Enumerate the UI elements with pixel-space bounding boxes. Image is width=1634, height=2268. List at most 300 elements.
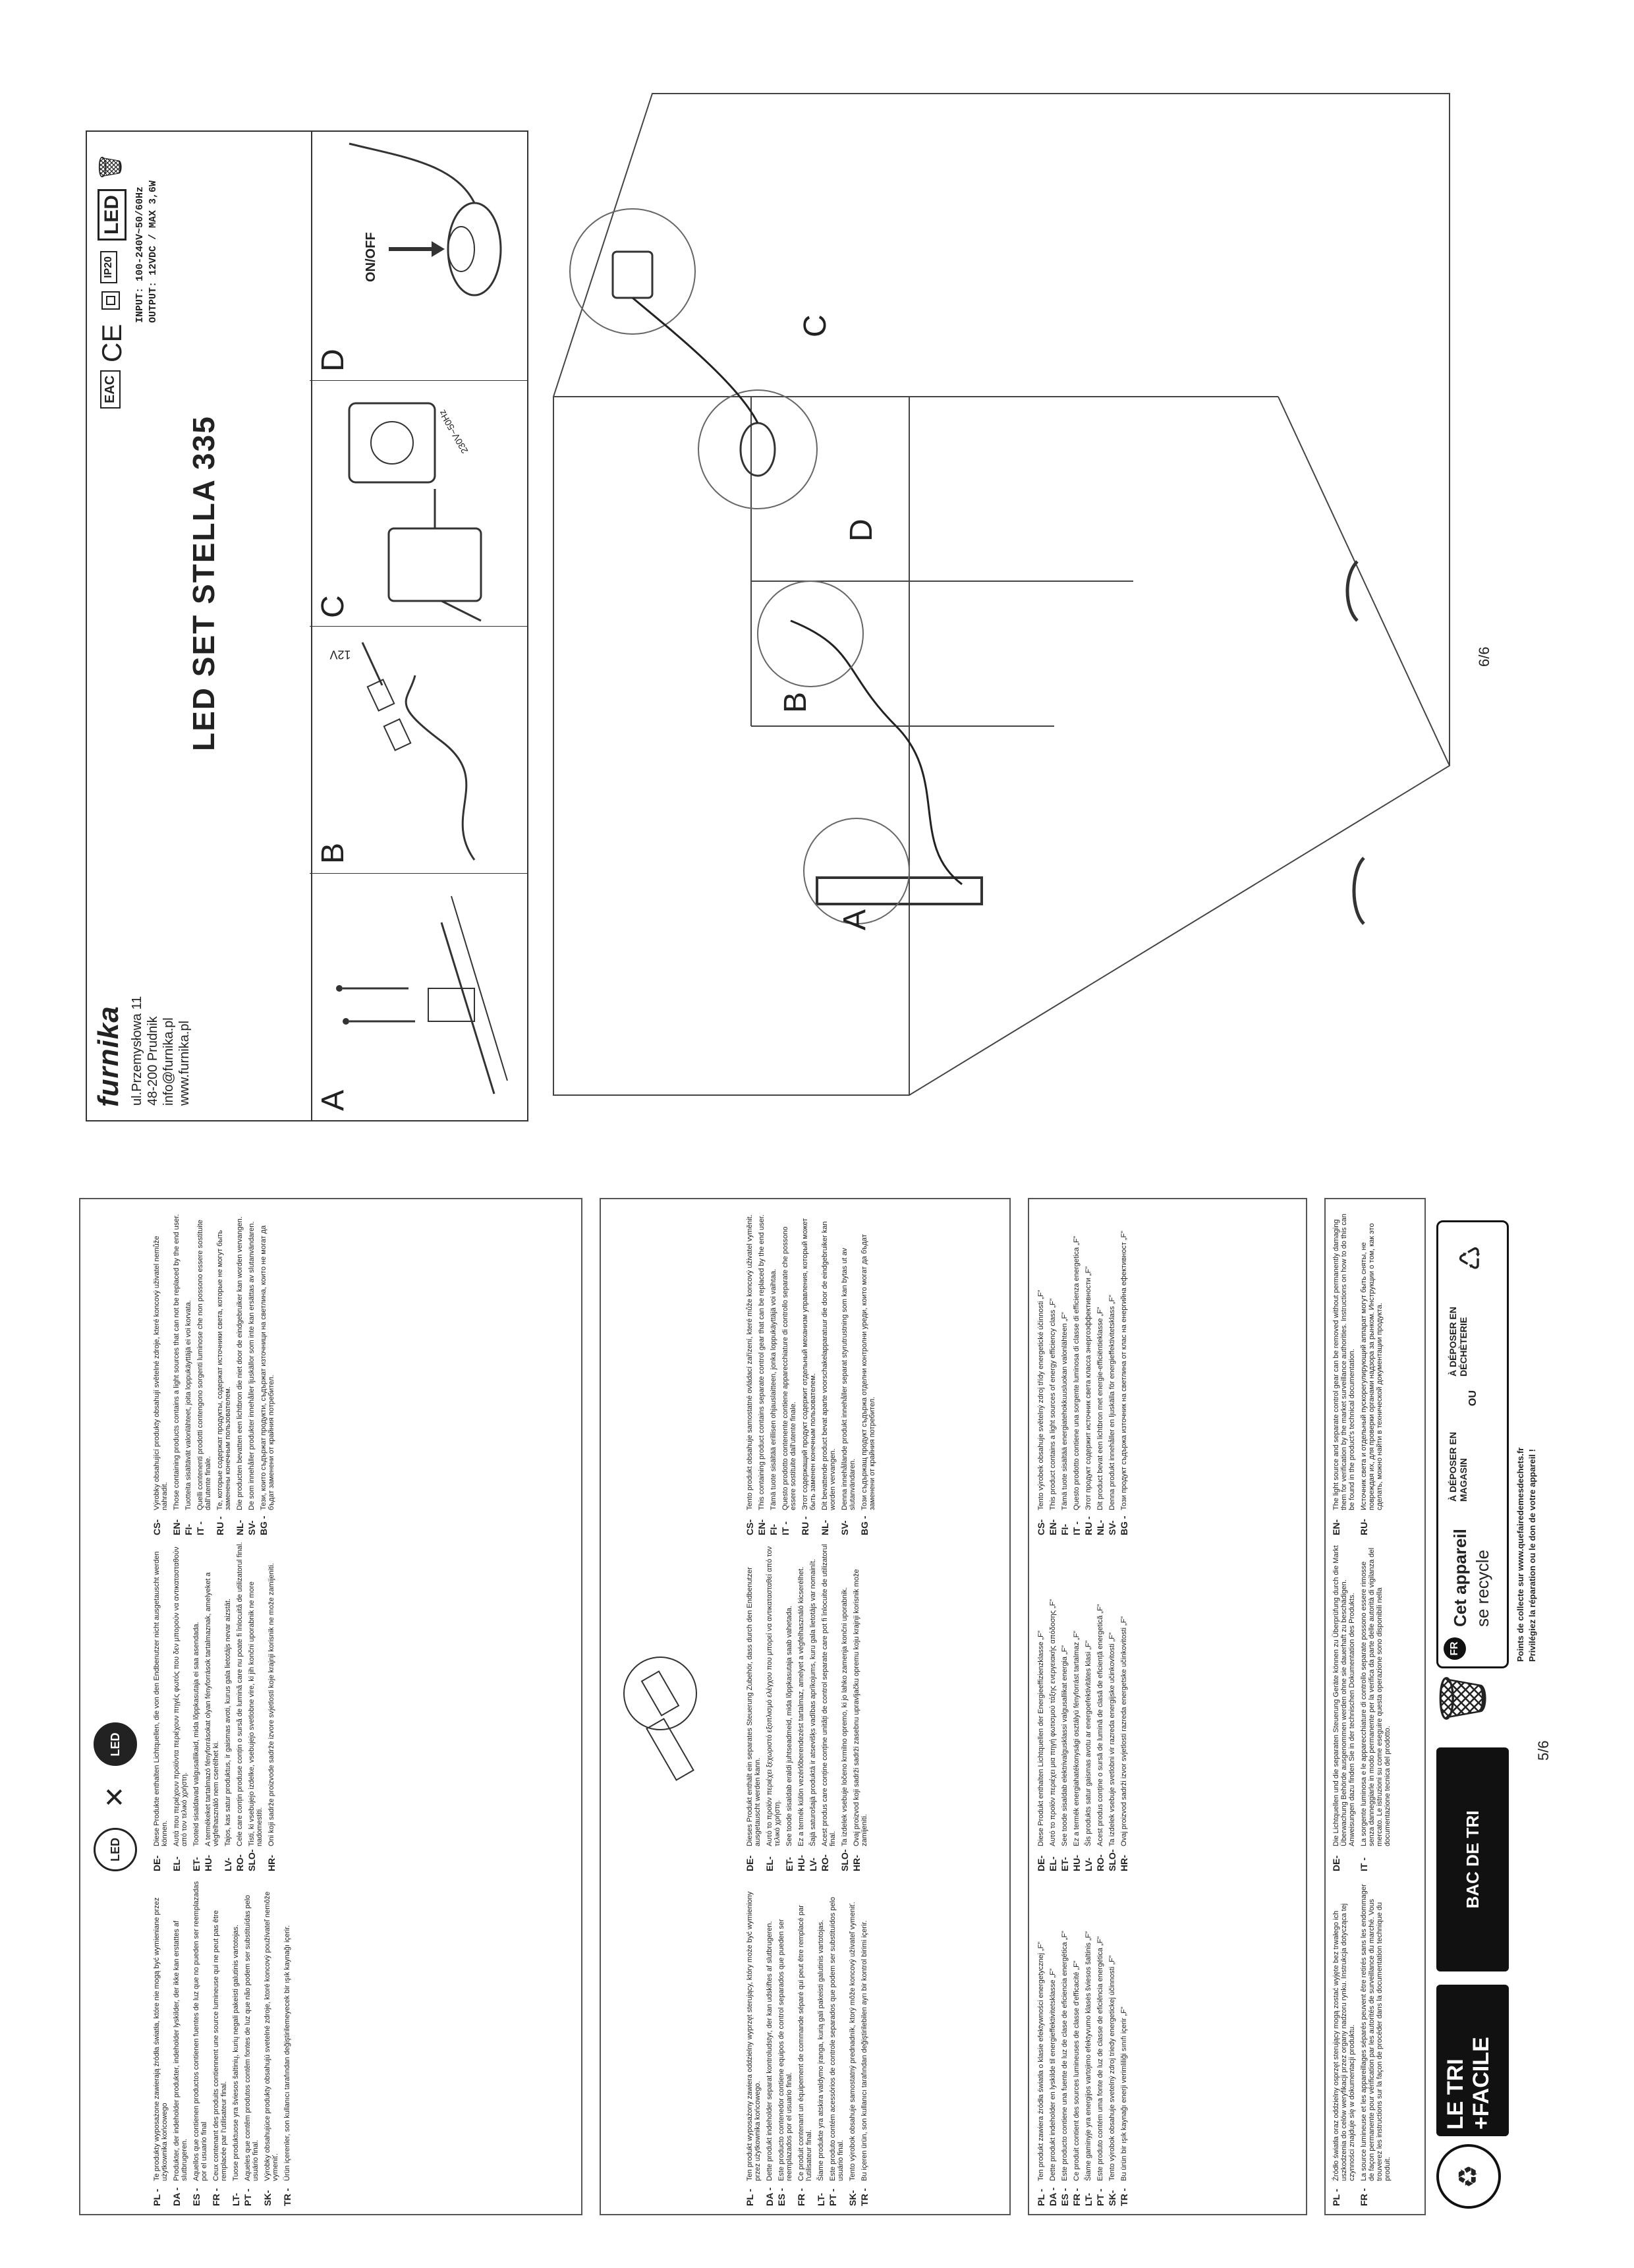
lang-code: FI-	[768, 1523, 779, 1535]
lang-text: Tämä tuote sisältää erillisen ohjauslaitteen, jonka loppukäyttäjä voi vaihtaa.	[770, 1268, 777, 1510]
s3-col-3	[1037, 1206, 1132, 1535]
lang-entry	[829, 1877, 845, 2206]
lang-entry	[232, 1877, 240, 2206]
lang-code: RO-	[235, 1854, 245, 1871]
voltage-230v-label: 230V~50Hz	[436, 408, 470, 456]
lang-code: DE-	[152, 1855, 162, 1871]
page-number: 6/6	[1476, 646, 1492, 667]
lang-text: Тези, които съдържат продукти, съдържат източници на светлина, които не могат да бъдат заменени от крайния потребител.	[260, 1225, 275, 1510]
le-tri-badge	[1436, 1985, 1509, 2136]
lang-text: Bu içeren ürün, son kullanıcı tarafından değiştirilebilen ayrı bir kontrol birimi içerir.	[860, 1920, 868, 2181]
lang-text: Ürün içerenler, son kullanıcı tarafından değiştirilemeyecek bir ışık kaynağı içerir.	[283, 1925, 291, 2181]
step-a-label: A	[316, 1089, 351, 1111]
cabinet-illustration	[540, 54, 1529, 1121]
lang-text: Ten produkt zawiera źródła światła o klasie efektywności energetycznej „F”	[1037, 1941, 1045, 2181]
step-c-panel	[310, 380, 527, 627]
lang-text: A termékeket tartalmazó fényforrásokat olyan fényforrások tartalmaznak, amelyeket a végfelhasználó nem cserélhet ki.	[204, 1572, 220, 1846]
callout-c: C	[798, 314, 833, 337]
le-tri-text: LE TRI	[1443, 2058, 1468, 2130]
lang-entry	[746, 1206, 754, 1535]
lang-text: De som innehåller produkter innehåller ljuskällor som inte kan ersättas av slutanvändaren.	[248, 1221, 256, 1510]
callout-a: A	[837, 909, 872, 930]
lang-text: Този съдържащ продукт съдържа отделни контролни уреди, които могат да бъдат заменени от крайния потребител.	[860, 1234, 876, 1510]
lang-entry	[781, 1206, 797, 1535]
lang-text: Dette produkt indeholder separat kontroludstyr, der kan udskiftes af slutbrugeren.	[766, 1921, 774, 2181]
lang-code: EN-	[171, 1519, 182, 1535]
lang-text: La source lumineuse et les appareillages séparés peuvent être retirés sans les endommager de façon permanente pour vérification par les autorités de surveillance du marché. Vous trouverez les instructions sur la façon de procéder dans la documentation technique du produit.	[1360, 1884, 1392, 2181]
s1-col-3	[153, 1206, 279, 1535]
lang-code: SLO-	[839, 1849, 850, 1871]
fr-recycle-box	[1436, 1220, 1509, 1668]
lang-entry	[248, 1542, 264, 1871]
lang-text: The light source and separate control gear can be removed without permanently damaging them for verification by the market surveillance authorities. Instructions on how to do this can be found in the product's technical documentation.	[1332, 1214, 1356, 1510]
lang-code: FR -	[1359, 2188, 1369, 2206]
lang-code: LV-	[1083, 1857, 1094, 1871]
lang-entry	[777, 1877, 793, 2206]
lang-entry	[841, 1542, 849, 1871]
deposer-magasin-text: À DÉPOSER EN MAGASIN	[1448, 1432, 1469, 1502]
lang-text: Источник света и отдельный пускорегулирующий аппарат могут быть сняты, не повреждая их, для проверки органами надзора за рынком. Инструкции о том, как это сделать, можно найти в технической документации продукта.	[1360, 1223, 1384, 1510]
lang-entry	[1061, 1877, 1069, 2206]
lang-code: SK-	[262, 2190, 273, 2206]
lang-text: Този продукт съдържа източник на светлина от клас на енергийна ефективност „F”	[1120, 1230, 1128, 1510]
section-1	[79, 1198, 582, 2215]
lang-text: Die Lichtquellen und die separaten Steuerung Geräte können zu Überprüfung durch die Markt Überwachung Behörde ausgenommen werden ohne sie dauerhaft zu beschädigen. Anweisungen dazu finden Sie in der technischen Dokumentation des Produkts.	[1332, 1545, 1356, 1846]
lang-text: Źródło światła oraz oddzielny osprzęt sterujący mogą zostać wyjęte bez trwałego ich uszkodzenia do celów weryfikacji przez organy nadzoru rynku. Instrukcja dotycząca tej czynności znajduje się w dokumentacji produktu.	[1332, 1903, 1356, 2181]
lang-entry	[1061, 1542, 1069, 1871]
lang-text: Este produto contém uma fonte de luz de classe de eficiência energética „F”	[1096, 1936, 1104, 2181]
lang-text: Este producto contiene una fuente de luz de clase de eficiencia energética „F”	[1061, 1931, 1069, 2181]
section-2	[600, 1198, 1011, 2215]
lang-code: HU-	[203, 1855, 213, 1871]
lang-code: LV-	[223, 1857, 233, 1871]
lang-code: RU -	[1083, 1516, 1094, 1535]
lang-code: SLO-	[246, 1849, 257, 1871]
callout-b: B	[778, 691, 813, 713]
lang-entry	[204, 1542, 220, 1871]
lang-entry	[1108, 1542, 1116, 1871]
address-line: info@furnika.pl	[161, 1017, 176, 1106]
lang-text: Dit bevattende product bevat aparte voorschakelapparatuur die door de eindgebruiker kan worden vervangen.	[821, 1221, 837, 1510]
lang-text: Aqueles que contêm produtos contêm fontes de luz que não podem ser substituídas pelo usuário final.	[244, 1894, 260, 2181]
lang-entry	[173, 1542, 188, 1871]
lang-code: FR -	[211, 2188, 221, 2206]
lang-entry	[1049, 1877, 1057, 2206]
lang-text: Ez a termék külön vezérlőberendezést tartalmaz, amelyet a végfelhasználó kicserélhet.	[797, 1566, 805, 1846]
lang-code: ES -	[776, 2188, 787, 2206]
lang-text: Tämä tuote sisältää energiatehokkuusluokan valonlähteen „F”	[1061, 1312, 1069, 1510]
no-replace-icon: ✕	[101, 1786, 130, 1808]
s2-col-3	[746, 1206, 880, 1535]
lang-code: FR -	[1071, 2188, 1082, 2206]
lang-code: ES -	[1059, 2188, 1070, 2206]
lang-entry	[860, 1877, 868, 2206]
lang-code: BG -	[1119, 1516, 1129, 1535]
lang-code: EN-	[1331, 1519, 1341, 1535]
lang-text: Dette produkt indeholder en lyskilde til energieffektivitetsklasse „F”	[1049, 1968, 1057, 2181]
lang-entry	[849, 1877, 857, 2206]
lang-entry	[1096, 1877, 1104, 2206]
lang-code: HR-	[1119, 1855, 1129, 1871]
lang-code: RU -	[215, 1516, 225, 1535]
recycling-footer	[1430, 1201, 1562, 2215]
lang-entry	[192, 1877, 208, 2206]
ip20-mark: IP20	[100, 251, 117, 283]
lang-entry	[1120, 1877, 1128, 2206]
lang-code: NL-	[235, 1519, 245, 1535]
lang-text: Те, которые содержат продукты, содержат источники света, которые не могут быть заменены конечным пользователем.	[216, 1230, 232, 1510]
lang-code: HR-	[851, 1855, 862, 1871]
lang-code: CS-	[745, 1519, 755, 1535]
lang-text: Tisti, ki vsebujejo izdelke, vsebujejo svetlobne vire, ki jih končni uporabnik ne more nadomestiti.	[248, 1581, 264, 1846]
step-c-label: C	[316, 595, 351, 618]
lang-code: FI-	[1059, 1523, 1070, 1535]
lang-text: Aquellos que contienen productos contienen fuentes de luz que no pueden ser reemplazadas por el usuario final	[192, 1881, 208, 2181]
lang-code: SK-	[1107, 2190, 1117, 2206]
lang-entry	[153, 1206, 169, 1535]
section-4	[1324, 1198, 1426, 2215]
lang-entry	[785, 1542, 793, 1871]
lang-code: HU-	[1071, 1855, 1082, 1871]
lang-entry	[821, 1206, 837, 1535]
driver-diagram	[607, 1647, 739, 1792]
lang-code: BG -	[859, 1516, 870, 1535]
s1-icons	[86, 1542, 145, 1871]
lang-entry	[1360, 1877, 1392, 2206]
lang-entry	[841, 1206, 857, 1535]
eac-mark: EAC	[100, 370, 121, 409]
lang-code: ET-	[1059, 1857, 1070, 1871]
lang-entry	[1073, 1542, 1081, 1871]
address-line: ul.Przemysłowa 11	[130, 996, 144, 1106]
lang-text: Tento produkt obsahuje samostatné ovládací zařízení, které může koncový uživatel vyměnit.	[746, 1214, 754, 1510]
lang-text: Ce produit contient des sources lumineuses de classe d'efficacité „F”	[1073, 1960, 1081, 2181]
lang-entry	[1332, 1542, 1356, 1871]
lang-text: Tooteid sisaldavad valgusallikaid, mida lõppkasutaja ei saa asendada.	[192, 1622, 200, 1846]
lang-code: EL-	[764, 1856, 775, 1871]
facile-text: +FACILE	[1469, 2037, 1494, 2130]
step-d-panel	[310, 133, 527, 381]
lang-text: Este producto contenedor contiene equipos de control separados que pueden ser reemplazados por el usuario final.	[777, 1919, 793, 2181]
input-spec: INPUT: 100-240V~50/60Hz	[134, 186, 146, 323]
lang-entry	[860, 1206, 876, 1535]
lang-text: Αυτό το προϊόν περιέχει ξεχωριστό εξοπλισμό ελέγχου που μπορεί να αντικατασταθεί από τον τελικό χρήστη.	[766, 1546, 781, 1846]
lang-text: Ten produkt wyposażony zawiera oddzielny wyprzęt sterujący, który może być wymieniony przez użytkownika końcowego.	[746, 1891, 762, 2181]
led-badge-icon: LED	[94, 1722, 137, 1766]
lang-entry	[746, 1877, 762, 2206]
lang-text: Этот содержащий продукт содержит отдельный механизм управления, который может быть заменен конечным пользователем.	[801, 1218, 817, 1510]
lang-entry	[268, 1542, 275, 1871]
lang-entry	[797, 1542, 805, 1871]
step-a-panel	[310, 873, 527, 1120]
triman-icon: ♻	[1436, 2144, 1501, 2209]
lang-code: IT -	[1359, 1857, 1369, 1871]
lang-code: ET-	[784, 1857, 795, 1871]
lang-code: DE-	[745, 1855, 755, 1871]
lang-entry	[1061, 1206, 1069, 1535]
lang-entry	[797, 1877, 813, 2206]
lang-code: PL -	[745, 2188, 755, 2206]
lang-text: Tento výrobok obsahuje svetelný zdroj triedy energetickej účinnosti „F”	[1108, 1955, 1116, 2181]
lang-code: IT -	[780, 1521, 791, 1535]
weee-crossed-bin-icon: 🗑	[1437, 1669, 1488, 1728]
lang-entry	[192, 1542, 200, 1871]
lang-code: PL -	[152, 2188, 162, 2206]
lang-entry	[1085, 1877, 1092, 2206]
step-d-illustration	[310, 133, 527, 381]
led-bulb-icon: LED	[94, 1828, 137, 1871]
repair-note-text: Privilégiez la réparation ou le don de votre appareil !	[1527, 1449, 1537, 1662]
weee-bin-icon: 🗑	[98, 152, 123, 181]
lang-text: Diese Produkt enthalten Lichtquellen der Energieeffizienzklasse „F”	[1037, 1630, 1045, 1846]
lang-text: Ez a termék energiahatékonysági osztályú fényforrást tartalmaz „F”	[1073, 1630, 1081, 1846]
s4-col-1	[1332, 1877, 1395, 2206]
lang-code: FR -	[796, 2188, 806, 2206]
ce-mark: CE	[96, 324, 127, 362]
lang-text: Quelli contenenti prodotti contengono sorgenti luminose che non possono essere sostituite dall'utente finale.	[196, 1220, 212, 1510]
lang-entry	[817, 1877, 825, 2206]
lang-entry	[1049, 1542, 1057, 1871]
led-mark: LED	[98, 189, 127, 241]
address-line: 48-200 Prudnik	[146, 1016, 160, 1106]
cert-marks	[96, 145, 298, 409]
lang-code: EL-	[1048, 1856, 1058, 1871]
lang-entry	[248, 1206, 256, 1535]
lang-code: ES -	[191, 2188, 202, 2206]
lang-entry	[184, 1206, 192, 1535]
lang-entry	[809, 1542, 817, 1871]
lang-code: TR -	[282, 2188, 293, 2206]
page-number: 5/6	[1535, 1740, 1552, 1761]
lang-entry	[173, 1206, 181, 1535]
lang-entry	[260, 1206, 275, 1535]
lang-code: DA -	[171, 2187, 182, 2206]
lang-code: SK-	[847, 2190, 858, 2206]
lang-entry	[758, 1206, 766, 1535]
ou-text: OU	[1467, 1390, 1479, 1406]
lang-entry	[1332, 1877, 1356, 2206]
cet-appareil-text: Cet appareil	[1450, 1529, 1470, 1627]
lang-text: Šis produkts satur gaismas avotu ar energoefektivitātes klasi „F”	[1085, 1640, 1092, 1846]
lang-text: Produkter, der indeholder produkter, indeholder lyskilder, der ikke kan erstattes af slutbrugeren.	[173, 1920, 188, 2181]
output-spec: OUTPUT: 12VDC / MAX 3,6W	[148, 180, 159, 323]
se-recycle-text: se recycle	[1473, 1549, 1492, 1627]
lang-code: LT-	[1083, 2193, 1094, 2206]
step-b-label: B	[316, 842, 351, 864]
lang-entry	[1120, 1542, 1128, 1871]
lang-text: Šiame gaminyje yra energijos vartojimo efektyvumo klasės šviesos šaltinis „F”	[1085, 1931, 1092, 2181]
brand-logo: furnika	[92, 1006, 125, 1107]
lang-entry	[153, 1542, 169, 1871]
lang-entry	[1360, 1206, 1384, 1535]
lang-text: Výrobky obsahující produkty obsahují světelné zdroje, které koncový uživatel nemůže nahradit.	[153, 1235, 169, 1510]
lang-code: BG -	[258, 1516, 269, 1535]
lang-code: HR-	[266, 1855, 277, 1871]
onoff-label: ON/OFF	[364, 232, 378, 282]
lang-text: This containing product contains separate control gear that can be replaced by the end user.	[758, 1214, 766, 1510]
lang-text: Этот продукт содержит источник света класса энергоэффективности „F”	[1085, 1266, 1092, 1510]
lang-text: This product contains a light sources of energy efficiency class „F”	[1049, 1298, 1057, 1510]
lang-text: Tuose produktuose yra šviesos šaltinių, kurių negali pakeisti galutinis vartotojas.	[232, 1924, 240, 2181]
section-3	[1028, 1198, 1307, 2215]
lang-code: TR -	[1119, 2188, 1129, 2206]
lang-text: Denna produkt innehåller en ljuskälla för energieffektivitetsklass „F”	[1108, 1295, 1116, 1510]
company-address	[129, 996, 192, 1106]
lang-entry	[766, 1542, 781, 1871]
lang-code: SV-	[246, 1520, 257, 1535]
lang-code: PT -	[1095, 2188, 1106, 2206]
lang-text: Ce produit contenant un équipement de commande séparé qui peut être remplacé par l'utilisateur final.	[797, 1905, 813, 2181]
lang-text: Ta izdelek vsebuje ločeno krmilno opremo, ki jo lahko zamenja končni uporabnik.	[841, 1587, 849, 1846]
lang-entry	[1108, 1206, 1116, 1535]
lang-text: Denna innehållande produkt innehåller separat styrutrustning som kan bytas ut av slutanvändaren.	[841, 1247, 857, 1510]
lang-code: EN-	[1048, 1519, 1058, 1535]
lang-entry	[770, 1206, 777, 1535]
lang-code: RU-	[1359, 1519, 1369, 1535]
s2-col-1	[746, 1877, 872, 2206]
bac-de-tri-panel	[1436, 1747, 1509, 1971]
lang-entry	[1332, 1206, 1356, 1535]
lang-text: Αυτά που περιέχουν προϊόντα περιέχουν πηγές φωτός που δεν μπορούν να αντικατασταθούν από τον τελικό χρήστη.	[173, 1546, 188, 1846]
lang-text: Acest produs care conține conține unități de control separate care pot fi înlocuite de utilizatorul final.	[821, 1544, 837, 1846]
step-b-panel	[310, 626, 527, 874]
lang-entry	[224, 1542, 232, 1871]
lang-code: TR -	[859, 2188, 870, 2206]
lang-text: Šiame produkte yra atskira valdymo įranga, kurią gali pakeisti galutinis vartotojas.	[817, 1919, 825, 2181]
lang-entry	[1096, 1542, 1104, 1871]
lang-entry	[153, 1877, 169, 2206]
lang-text: Te produkty wyposażone zawierają źródła światła, które nie mogą być wymieniane przez użytkownika końcowego	[153, 1897, 169, 2181]
lang-code: SLO-	[1107, 1849, 1117, 1871]
bac-de-tri-text: BAC DE TRI	[1462, 1810, 1482, 1909]
lang-text: Ovaj proizvod sadrži izvor svjetlosti razreda energetske učinkovitosti „F”	[1120, 1616, 1128, 1846]
lang-text: Die producten bevatten een lichtbron die niet door de eindgebruiker kan worden vervangen.	[236, 1216, 244, 1510]
lang-text: La sorgente luminosa e le apparecchiature di controllo separate possono essere rimosse senza danneggiarle in modo permanente per la verifica da parte delle autorità di vigilanza del mercato. Le istruzioni su come eseguire questa operazione sono disponibili nella documentazione tecnica del prodotto.	[1360, 1547, 1392, 1846]
voltage-12v-label: 12V	[329, 648, 351, 662]
lang-code: PL -	[1331, 2188, 1341, 2206]
s1-col-1	[153, 1877, 295, 2206]
lang-code: RU -	[800, 1516, 810, 1535]
lang-text: Tento výrobok obsahuje samostatný prednadník, ktorý môže koncový užívateľ vymeniť.	[849, 1902, 857, 2181]
s2-col-2	[746, 1542, 872, 1871]
lang-code: NL-	[1095, 1519, 1106, 1535]
callout-d: D	[844, 519, 879, 542]
lang-entry	[1085, 1206, 1092, 1535]
lang-text: Diese Produkte enthalten Lichtquellen, die von den Endbenutzer nicht ausgetauscht werden können.	[153, 1551, 169, 1846]
lang-entry	[236, 1542, 244, 1871]
s3-col-2	[1037, 1542, 1132, 1871]
lang-entry	[821, 1542, 837, 1871]
lang-entry	[244, 1877, 260, 2206]
step-a-illustration	[310, 874, 527, 1120]
assembly-page	[86, 54, 1542, 1121]
step-b-illustration	[310, 627, 527, 873]
lang-entry	[1096, 1206, 1104, 1535]
lang-code: PT -	[242, 2188, 253, 2206]
lang-text: Cele care conțin produse conțin o sursă de lumină care nu poate fi înlocuită de utilizatorul final.	[236, 1542, 244, 1846]
collection-points-text: Points de collecte sur www.quefairedemesdechets.fr	[1515, 1447, 1525, 1662]
lang-code: FI-	[183, 1523, 194, 1535]
s3-col-1	[1037, 1877, 1132, 2206]
lang-text: Dit product bevat een lichtbron met energie-efficiëntieklasse „F”	[1096, 1307, 1104, 1510]
lang-code: RO-	[820, 1854, 830, 1871]
lang-text: Výrobky obsahujúce produkty obsahujú svetelné zdroje, ktoré koncový používateľ nemôže vymeniť.	[264, 1891, 279, 2181]
lang-code: CS-	[1036, 1519, 1046, 1535]
class2-icon	[101, 291, 120, 310]
lang-text: Ta izdelek vsebuje svetlobni vir razreda energijske učinkovitosti „F”	[1108, 1632, 1116, 1846]
info-page	[79, 1148, 1581, 2215]
lang-text: Bu ürün bir ışık kaynağı enerji verimliliği sınıfı içerir „F”	[1120, 2006, 1128, 2181]
lang-code: EN-	[756, 1519, 767, 1535]
lang-code: RO-	[1095, 1854, 1106, 1871]
lang-text: See toode sisaldab eraldi juhtseadmeid, mida lõppkasutaja saab vahetada.	[785, 1605, 793, 1846]
steps-row	[310, 130, 528, 1121]
lang-code: PT -	[828, 2188, 838, 2206]
lang-text: Questo prodotto contenente contiene apparecchiature di controllo separate che possono essere sostituite dall'utente finale.	[781, 1226, 797, 1510]
lang-code: DE-	[1036, 1855, 1046, 1871]
lang-code: LT-	[231, 2193, 241, 2206]
s1-col-2	[153, 1542, 279, 1871]
lang-entry	[236, 1206, 244, 1535]
lang-entry	[1108, 1877, 1116, 2206]
lang-entry	[1085, 1542, 1092, 1871]
lang-text: Tajos, kas satur produktus, ir gaismas avoti, kurus gala lietotājs nevar aizstāt.	[224, 1598, 232, 1846]
lang-code: DE-	[1331, 1855, 1341, 1871]
product-title: LED SET STELLA 335	[186, 415, 221, 751]
lang-entry	[216, 1206, 232, 1535]
lang-entry	[746, 1542, 762, 1871]
lang-code: HU-	[796, 1855, 806, 1871]
lang-code: CS-	[152, 1519, 162, 1535]
lang-entry	[212, 1877, 228, 2206]
deposer-decheterie-text: À DÉPOSER EN DÉCHÈTERIE	[1448, 1307, 1469, 1376]
lang-text: Tuotteita sisältävät valonlähteet, joita loppukäyttäjä ei voi korvata.	[184, 1300, 192, 1510]
lang-entry	[1120, 1206, 1128, 1535]
lang-text: Αυτό το προϊόν περιέχει μια πηγή φωτισμού τάξης ενεργειακής απόδοσης „F”	[1049, 1599, 1057, 1846]
step-d-label: D	[316, 349, 351, 372]
lang-text: Acest produs conține o sursă de lumină de clasă de eficiență energetică „F”	[1096, 1604, 1104, 1846]
lang-code: EL-	[171, 1856, 182, 1871]
lang-code: IT -	[1071, 1521, 1082, 1535]
step-c-illustration	[310, 381, 527, 627]
recycle-arrow-icon: ♺	[1455, 1245, 1487, 1271]
lang-text: Those containing products contains a light sources that can not be replaced by the end user.	[173, 1214, 181, 1510]
lang-text: Šajā saturošajā produktā ir atsevišķs vadības aprīkojums, kuru gala lietotājs var nomainīt.	[809, 1559, 817, 1846]
lang-entry	[173, 1877, 188, 2206]
lang-text: Oni koji sadrže proizvode sadrže izvore svjetlosti koje krajnji korisnik ne može zamijeniti.	[268, 1563, 275, 1846]
lang-code: PL -	[1036, 2188, 1046, 2206]
lang-entry	[1073, 1206, 1081, 1535]
lang-code: SV-	[839, 1520, 850, 1535]
lang-text: Dieses Produkt enthält ein separates Steuerung Zubehör, dass durch den Endbenutzer ausgetauscht werden kann.	[746, 1567, 762, 1846]
lang-entry	[196, 1206, 212, 1535]
lang-text: See toode sisaldab elektrivalgusklassi valgusallikat energia „F”	[1061, 1645, 1069, 1846]
s4-col-2	[1332, 1542, 1395, 1871]
lang-entry	[1037, 1877, 1045, 2206]
lang-text: Questo prodotto contiene una sorgente luminosa di classe di efficienza energetica „F”	[1073, 1235, 1081, 1510]
lang-code: DA -	[1048, 2187, 1058, 2206]
header-box	[86, 130, 312, 1121]
lang-entry	[283, 1877, 291, 2206]
fr-label: FR	[1444, 1637, 1466, 1660]
lang-entry	[801, 1206, 817, 1535]
lang-text: Tento výrobek obsahuje světelný zdroj třídy energetické účinnosti „F”	[1037, 1290, 1045, 1510]
lang-code: ET-	[191, 1857, 202, 1871]
lang-entry	[766, 1877, 774, 2206]
lang-code: IT -	[195, 1521, 206, 1535]
lang-code: NL-	[820, 1519, 830, 1535]
lang-entry	[264, 1877, 279, 2206]
